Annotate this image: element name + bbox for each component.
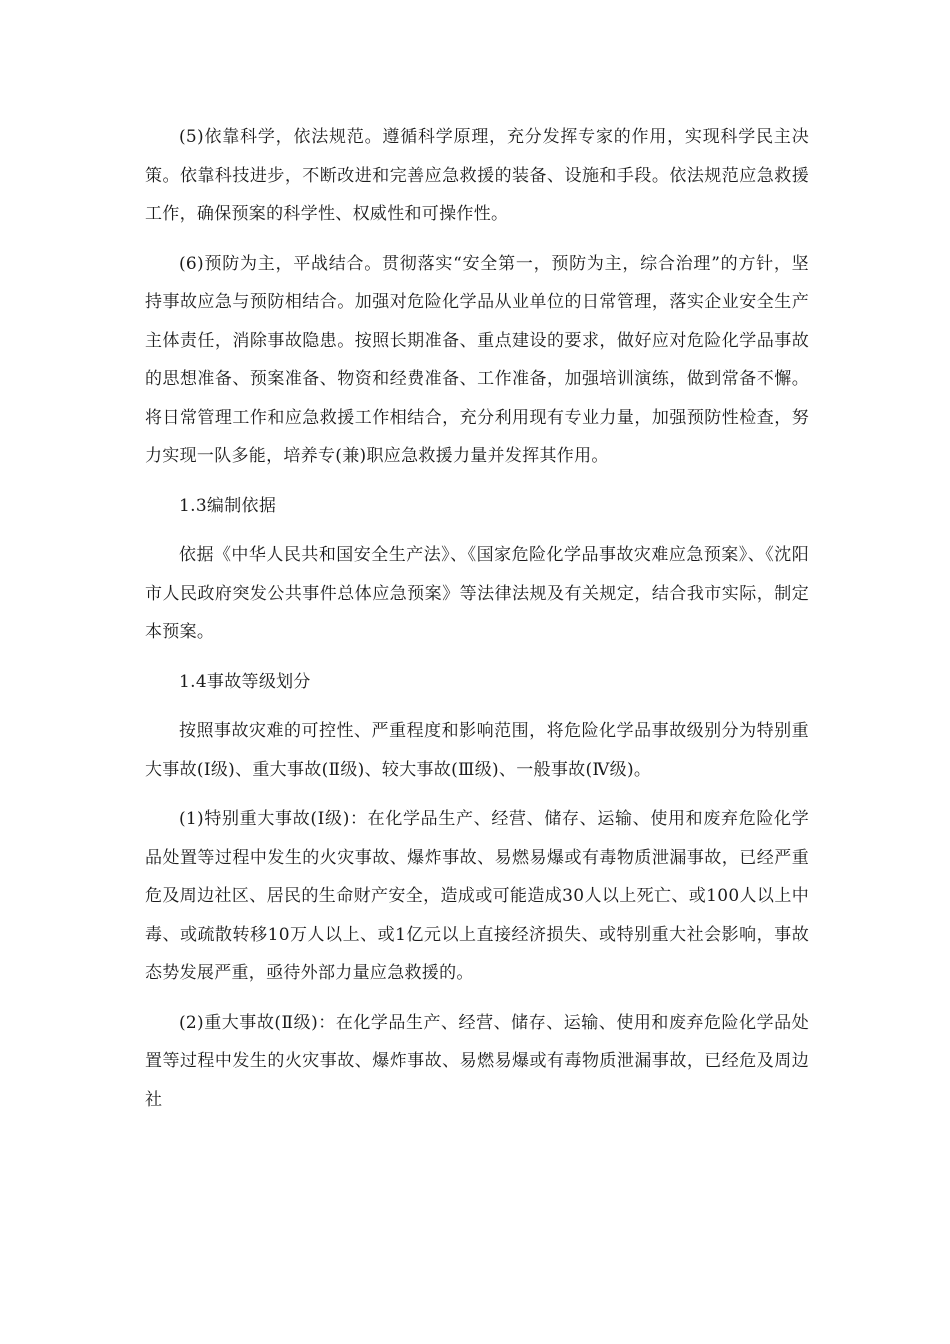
- section-heading-1-3: 1.3编制依据: [179, 495, 277, 516]
- paragraph-level-intro: 按照事故灾难的可控性、严重程度和影响范围，将危险化学品事故级别分为特别重大事故(Ⅰ级)、重大事故(Ⅱ级)、较大事故(Ⅲ级)、一般事故(Ⅳ级)。: [145, 721, 809, 780]
- paragraph-principle-5: (5)依靠科学，依法规范。遵循科学原理，充分发挥专家的作用，实现科学民主决策。依靠科技进步，不断改进和完善应急救援的装备、设施和手段。依法规范应急救援工作，确保预案的科学性、权威性和可操作性。: [145, 127, 809, 224]
- section-heading-1-4: 1.4事故等级划分: [179, 671, 311, 692]
- paragraph-compilation-basis: 依据《中华人民共和国安全生产法》、《国家危险化学品事故灾难应急预案》、《沈阳市人民政府突发公共事件总体应急预案》等法律法规及有关规定，结合我市实际，制定本预案。: [145, 545, 809, 642]
- document-body: [145, 118, 809, 1130]
- paragraph-level-1: (1)特别重大事故(Ⅰ级)：在化学品生产、经营、储存、运输、使用和废弃危险化学品处置等过程中发生的火灾事故、爆炸事故、易燃易爆或有毒物质泄漏事故，已经严重危及周边社区、居民的生命财产安全，造成或可能造成30人以上死亡、或100人以上中毒、或疏散转移10万人以上、或1亿元以上直接经济损失、或特别重大社会影响，事故态势发展严重，亟待外部力量应急救援的。: [145, 809, 809, 983]
- paragraph-principle-6: (6)预防为主，平战结合。贯彻落实“安全第一，预防为主，综合治理”的方针，坚持事故应急与预防相结合。加强对危险化学品从业单位的日常管理，落实企业安全生产主体责任，消除事故隐患。按照长期准备、重点建设的要求，做好应对危险化学品事故的思想准备、预案准备、物资和经费准备、工作准备，加强培训演练，做到常备不懈。将日常管理工作和应急救援工作相结合，充分利用现有专业力量，加强预防性检查，努力实现一队多能，培养专(兼)职应急救援力量并发挥其作用。: [145, 253, 809, 466]
- paragraph-level-2: (2)重大事故(Ⅱ级)：在化学品生产、经营、储存、运输、使用和废弃危险化学品处置等过程中发生的火灾事故、爆炸事故、易燃易爆或有毒物质泄漏事故，已经危及周边社: [145, 1012, 809, 1110]
